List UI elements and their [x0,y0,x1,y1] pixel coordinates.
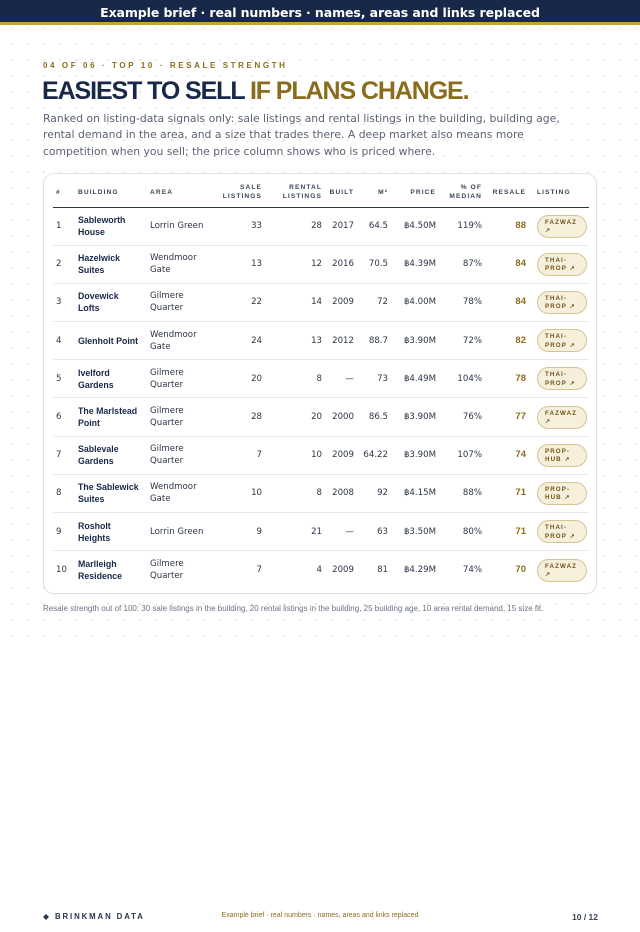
cell-resale-score: 84 [485,245,529,283]
cell-pct-median: 119% [439,207,485,245]
cell-building [75,398,147,436]
cell-m2: 92 [357,474,391,512]
listing-link-button[interactable] [537,406,587,429]
cell-rank: 6 [53,398,75,436]
table-row [53,360,589,398]
area-name-line: Gilmere [150,291,184,302]
building-name-line: Dovewick [78,291,119,302]
cell-pct-median: 76% [439,398,485,436]
building-name-line: Marlleigh [78,559,117,570]
cell-rank: 9 [53,513,75,551]
table-footnote: Resale strength out of 100: 30 sale listings in the building, 20 rental listings in the building, 25 building age, 10 area rental demand, 15 size fit. [43,604,544,613]
cell-built: 2009 [325,436,357,474]
cell-listing [529,322,589,360]
cell-building [75,474,147,512]
col-header-sale-listings [209,178,265,207]
page-title [42,77,468,106]
cell-rank: 10 [56,565,67,576]
ranking-table-card [43,173,597,594]
cell-price: ฿4.15M [391,474,439,512]
header-line: RENTAL [289,184,322,192]
col-header-area: AREA [147,178,209,207]
table-row [53,283,589,321]
cell-built: 2008 [325,474,357,512]
col-header-built: BUILT [325,178,357,207]
cell-area [147,322,209,360]
area-name-line: Quarter [150,379,184,390]
page-lower-area [0,640,640,932]
ranking-table [53,178,589,589]
cell-rental-listings: 8 [265,360,325,398]
listing-link-label: PROP ↗ [545,379,576,387]
listing-link-label: THAI- [545,256,567,264]
cell-built: 2012 [325,322,357,360]
cell-area [147,474,209,512]
header-line: % OF [460,184,482,192]
cell-m2: 72 [357,283,391,321]
cell-rank: 3 [53,283,75,321]
cell-rank: 2 [53,245,75,283]
area-name-line: Lorrin Green [150,526,204,537]
listing-link-button[interactable] [537,520,587,543]
listing-link-label: ↗ [545,227,552,235]
cell-built: 2017 [325,207,357,245]
listing-link-button[interactable] [537,253,587,276]
section-eyebrow: 04 OF 06 · TOP 10 · RESALE STRENGTH [43,61,288,70]
listing-link-label: THAI- [545,294,567,302]
listing-link-button[interactable] [537,215,587,238]
cell-resale-score: 71 [485,513,529,551]
title-part-accent: IF PLANS CHANGE. [249,77,469,105]
cell-pct-median: 74% [462,565,482,576]
intro-paragraph: Ranked on listing-data signals only: sale listings and rental listings in the building, building age, rental demand in the area, and a size that trades there. A deep market also means more competition when you sell; the price column shows who is priced where. [43,112,560,158]
building-name-line: Rosholt [78,520,111,531]
header-line: SALE [240,184,262,192]
building-name-line: Lofts [78,303,100,314]
cell-m2: 88.7 [357,322,391,360]
header-line: MEDIAN [449,193,482,201]
cell-listing [529,360,589,398]
cell-sale-listings: 7 [256,565,262,576]
listing-link-label: PROP- [545,447,571,455]
building-name-line: Sableworth [78,215,126,226]
cell-m2: 64.5 [357,207,391,245]
footer-caption: Example brief · real numbers · names, areas and links replaced [221,912,419,919]
building-name-line: Ivelford [78,367,110,378]
cell-area [147,551,209,589]
listing-link-label: PROP ↗ [545,532,576,540]
area-name-line: Wendmoor [150,329,197,340]
listing-link-label: FAZWAZ [545,218,578,226]
page-number: 10 / 12 [572,912,598,922]
cell-built: — [325,360,357,398]
cell-price: ฿4.29M [403,565,436,576]
building-name-line: Sablevale [78,444,119,455]
listing-link-button[interactable] [537,291,587,314]
table-header-row [53,178,589,207]
cell-sale-listings: 33 [209,207,265,245]
cell-rank: 5 [53,360,75,398]
cell-resale-score: 74 [485,436,529,474]
cell-area [147,283,209,321]
cell-price: ฿4.00M [391,283,439,321]
cell-built: 2016 [325,245,357,283]
listing-link-label: ↗ [545,418,552,426]
cell-building [75,283,147,321]
table-row [53,513,589,551]
listing-link-label: PROP ↗ [545,341,576,349]
listing-link-button[interactable] [537,482,587,505]
cell-sale-listings: 20 [209,360,265,398]
listing-link-button[interactable] [537,559,587,582]
cell-resale-score: 71 [485,474,529,512]
table-body [53,207,589,589]
listing-link-label: ↗ [545,571,552,579]
cell-rank: 4 [53,322,75,360]
area-name-line: Wendmoor [150,482,197,493]
col-header-m2: M² [357,178,391,207]
cell-price: ฿3.50M [391,513,439,551]
listing-link-button[interactable] [537,367,587,390]
cell-building [75,322,147,360]
cell-listing [529,513,589,551]
footer-brand: ◆ BRINKMAN DATA [43,912,145,921]
cell-rental-listings: 14 [265,283,325,321]
building-name-line: The Marlstead [78,406,138,417]
cell-rank: 8 [53,474,75,512]
cell-area [147,207,209,245]
cell-pct-median: 107% [439,436,485,474]
col-header-resale: RESALE [485,178,529,207]
cell-listing [529,551,589,589]
table-row [53,207,589,245]
cell-listing [529,207,589,245]
area-name-line: Wendmoor [150,253,197,264]
col-header-building: BUILDING [75,178,147,207]
cell-area [147,245,209,283]
area-name-line: Gate [150,341,171,352]
cell-built: 2000 [325,398,357,436]
area-name-line: Quarter [150,456,184,467]
col-header-rental-listings [265,178,325,207]
cell-built: 2009 [332,565,354,576]
cell-sale-listings: 22 [209,283,265,321]
cell-m2: 81 [377,565,388,576]
cell-resale-score: 70 [515,564,526,576]
cell-sale-listings: 10 [209,474,265,512]
cell-listing [529,474,589,512]
listing-link-label: HUB ↗ [545,456,571,464]
cell-built: — [325,513,357,551]
building-name-line: House [78,227,105,238]
area-name-line: Gilmere [150,406,184,417]
cell-resale-score: 77 [485,398,529,436]
cell-rental-listings: 12 [265,245,325,283]
cell-building [75,245,147,283]
listing-link-button[interactable] [537,444,587,467]
cell-price: ฿3.90M [391,398,439,436]
top-banner: Example brief · real numbers · names, areas and links replaced [0,0,640,25]
cell-m2: 73 [357,360,391,398]
cell-pct-median: 87% [439,245,485,283]
building-name-line: Gardens [78,456,114,467]
cell-m2: 86.5 [357,398,391,436]
cell-listing [529,436,589,474]
cell-resale-score: 88 [485,207,529,245]
listing-link-label: FAZWAZ [545,562,578,570]
cell-pct-median: 78% [439,283,485,321]
header-line: LISTINGS [282,193,322,201]
cell-listing [529,245,589,283]
listing-link-label: FAZWAZ [545,409,578,417]
listing-link-label: THAI- [545,524,567,532]
cell-building [75,551,147,589]
col-header-price: PRICE [391,178,439,207]
cell-rental-listings: 4 [316,565,322,576]
cell-listing [529,398,589,436]
area-name-line: Gilmere [150,367,184,378]
table-row [53,245,589,283]
area-name-line: Gilmere [150,444,184,455]
cell-rental-listings: 8 [265,474,325,512]
cell-price: ฿3.90M [391,322,439,360]
cell-sale-listings: 7 [209,436,265,474]
cell-m2: 63 [357,513,391,551]
listing-link-label: PROP ↗ [545,265,576,273]
cell-sale-listings: 9 [209,513,265,551]
table-row [53,474,589,512]
cell-rental-listings: 21 [265,513,325,551]
cell-building [75,436,147,474]
cell-pct-median: 80% [439,513,485,551]
area-name-line: Lorrin Green [150,221,204,232]
building-name-line: Residence [78,571,123,582]
listing-link-label: PROP- [545,485,571,493]
cell-rank: 7 [53,436,75,474]
col-header-listing: LISTING [529,178,589,207]
building-name-line: Heights [78,532,111,543]
cell-rental-listings: 20 [265,398,325,436]
header-line: LISTINGS [222,193,262,201]
col-header-rank: # [53,178,75,207]
cell-sale-listings: 28 [209,398,265,436]
cell-resale-score: 78 [485,360,529,398]
building-name-line: Suites [78,265,105,276]
cell-price: ฿3.90M [391,436,439,474]
cell-building [75,513,147,551]
cell-price: ฿4.49M [391,360,439,398]
listing-link-label: THAI- [545,371,567,379]
cell-building [75,207,147,245]
cell-listing [529,283,589,321]
cell-pct-median: 88% [439,474,485,512]
cell-sale-listings: 24 [209,322,265,360]
listing-link-label: THAI- [545,333,567,341]
cell-resale-score: 82 [485,322,529,360]
area-name-line: Quarter [150,571,184,582]
cell-area [147,436,209,474]
table-row [53,436,589,474]
table-row [53,551,589,589]
cell-rank: 1 [53,207,75,245]
cell-rental-listings: 13 [265,322,325,360]
title-part-main: EASIEST TO SELL [42,77,245,105]
cell-resale-score: 84 [485,283,529,321]
table-row [53,398,589,436]
cell-area [147,398,209,436]
building-name-line: Gardens [78,379,114,390]
col-header-pct-median [439,178,485,207]
listing-link-label: HUB ↗ [545,494,571,502]
cell-built: 2009 [325,283,357,321]
area-name-line: Quarter [150,418,184,429]
cell-pct-median: 72% [439,322,485,360]
cell-pct-median: 104% [439,360,485,398]
building-name-line: Suites [78,494,105,505]
area-name-line: Gilmere [150,559,184,570]
cell-rental-listings: 10 [265,436,325,474]
cell-price: ฿4.39M [391,245,439,283]
building-name-line: Glenholt Point [78,335,139,346]
area-name-line: Gate [150,494,171,505]
cell-area [147,360,209,398]
cell-rental-listings: 28 [265,207,325,245]
cell-m2: 64.22 [357,436,391,474]
cell-price: ฿4.50M [391,207,439,245]
cell-building [75,360,147,398]
area-name-line: Quarter [150,303,184,314]
building-name-line: The Sablewick [78,482,139,493]
listing-link-button[interactable] [537,329,587,352]
cell-area [147,513,209,551]
cell-sale-listings: 13 [209,245,265,283]
building-name-line: Point [78,418,100,429]
building-name-line: Hazelwick [78,253,121,264]
cell-m2: 70.5 [357,245,391,283]
area-name-line: Gate [150,265,171,276]
table-row [53,322,589,360]
listing-link-label: PROP ↗ [545,303,576,311]
